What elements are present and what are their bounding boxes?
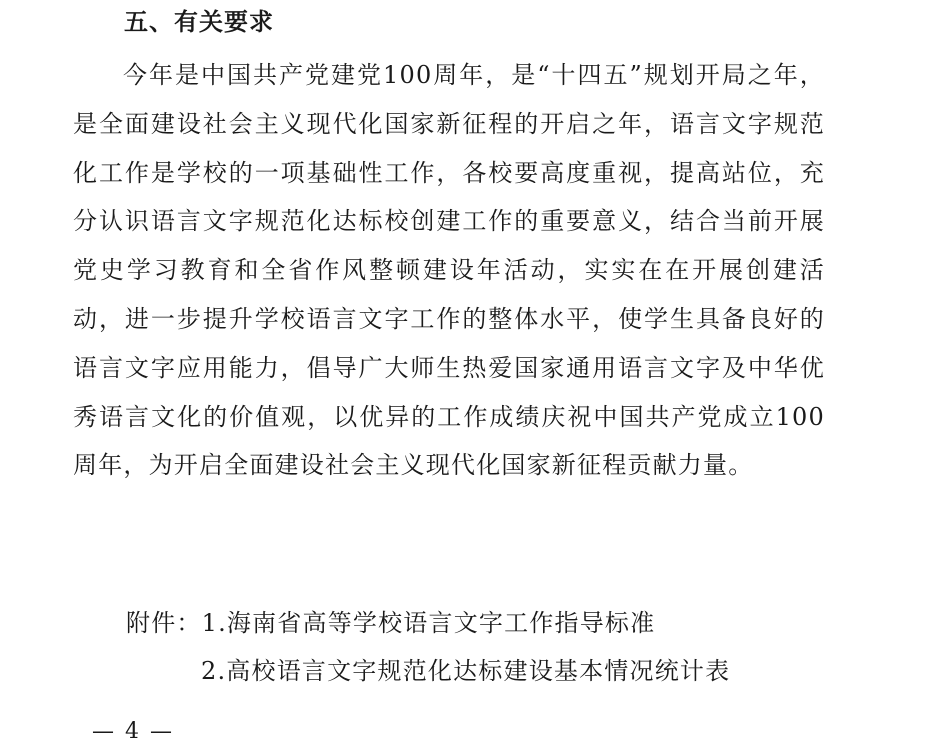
attachment-item-1-text: 1.海南省高等学校语言文字工作指导标准	[201, 609, 656, 637]
attachment-item-2	[126, 649, 730, 693]
section-heading: 五、有关要求	[124, 8, 274, 36]
attachments-block	[126, 601, 730, 693]
page-number: — 4 —	[92, 719, 174, 744]
attachment-item-1	[126, 601, 730, 645]
attachment-item-2-text: 2.高校语言文字规范化达标建设基本情况统计表	[201, 657, 731, 685]
requirements-paragraph: 今年是中国共产党建党100周年，是“十四五”规划开局之年，是全面建设社会主义现代化国家新征程的开启之年，语言文字规范化工作是学校的一项基础性工作，各校要高度重视，提高站位，充分认识语言文字规范化达标校创建工作的重要意义，结合当前开展党史学习教育和全省作风整顿建设年活动，实实在在开展创建活动，进一步提升学校语言文字工作的整体水平，使学生具备良好的语言文字应用能力，倡导广大师生热爱国家通用语言文字及中华优秀语言文化的价值观，以优异的工作成绩庆祝中国共产党成立100周年，为开启全面建设社会主义现代化国家新征程贡献力量。	[73, 61, 825, 480]
attachments-label: 附件：	[126, 609, 202, 637]
